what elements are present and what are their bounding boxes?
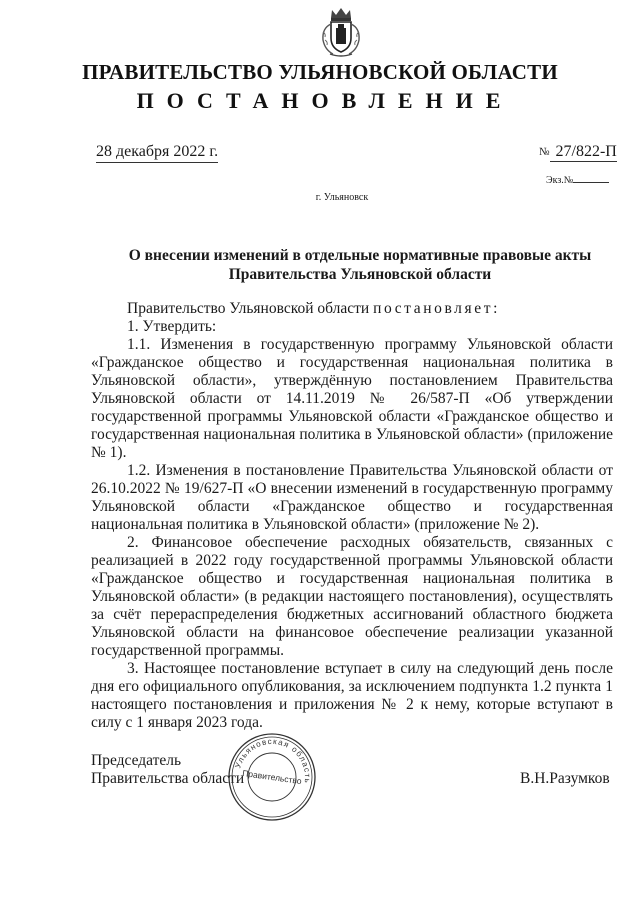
document-title <box>80 246 640 284</box>
organization-name: ПРАВИТЕЛЬСТВО УЛЬЯНОВСКОЙ ОБЛАСТИ <box>82 60 558 84</box>
intro-suffix: : <box>493 300 498 317</box>
copy-number <box>546 175 609 186</box>
intro-paragraph <box>91 300 613 318</box>
official-seal-stamp <box>226 731 318 823</box>
title-line-2: Правительства Ульяновской области <box>228 266 492 283</box>
stamp-center-text: Правительство <box>241 767 303 787</box>
title-line-1: О внесении изменений в отдельные нормативные правовые акты <box>128 247 592 264</box>
number-sign: № <box>539 146 550 158</box>
city: г. Ульяновск <box>315 192 369 203</box>
paragraph-1-2: 1.2. Изменения в постановление Правительства Ульяновской области от 26.10.2022 № 19/627-П «О внесении изменений в государственную программу Ульяновской области «Гражданское общество и государственная национальная политика в Ульяновской области» (приложение № 2). <box>91 462 613 533</box>
number-value: 27/822-П <box>550 143 617 162</box>
signatory-name: В.Н.Разумков <box>520 770 610 787</box>
paragraph-3: 3. Настоящее постановление вступает в силу на следующий день после дня его официального опубликования, за исключением подпункта 1.2 пункта 1 настоящего постановления и приложения № 2 к нему, которые вступают в силу с 1 января 2023 года. <box>91 660 613 731</box>
stamp-ring-text: Ульяновская область <box>233 736 313 785</box>
paragraph-2: 2. Финансовое обеспечение расходных обязательств, связанных с реализацией в 2022 году государственной программы Ульяновской области «Гражданское общество и государственная национальная политика в Ульяновской области» (в редакции настоящего постановления), осуществлять за счёт перераспределения бюджетных ассигнований областного бюджета Ульяновской области на финансовое обеспечение реализации указанной государственной программы. <box>91 534 613 659</box>
document-body <box>91 300 613 732</box>
position-line-2: Правительства области <box>91 770 245 787</box>
paragraph-1-1: 1.1. Изменения в государственную программу Ульяновской области «Гражданское общество и государственная национальная политика в Ульяновской области», утверждённую постановлением Правительства Ульяновской области от 14.11.2019 № 26/587-П «Об утверждении государственной программы Ульяновской области «Гражданское общество и государственная национальная политика в Ульяновской области» (приложение № 1). <box>91 336 613 461</box>
document-type: ПОСТАНОВЛЕНИЕ <box>136 88 514 113</box>
copy-blank <box>573 182 609 183</box>
intro-keyword: постановляет <box>373 300 494 317</box>
document-date: 28 декабря 2022 г. <box>96 143 218 163</box>
intro-prefix: Правительство Ульяновской области <box>127 300 374 317</box>
signatory-position <box>91 752 244 788</box>
coat-of-arms-icon <box>318 6 364 58</box>
document-number <box>539 143 617 161</box>
position-line-1: Председатель <box>91 752 182 769</box>
copy-label: Экз.№ <box>546 175 574 186</box>
paragraph-1: 1. Утвердить: <box>127 318 217 335</box>
